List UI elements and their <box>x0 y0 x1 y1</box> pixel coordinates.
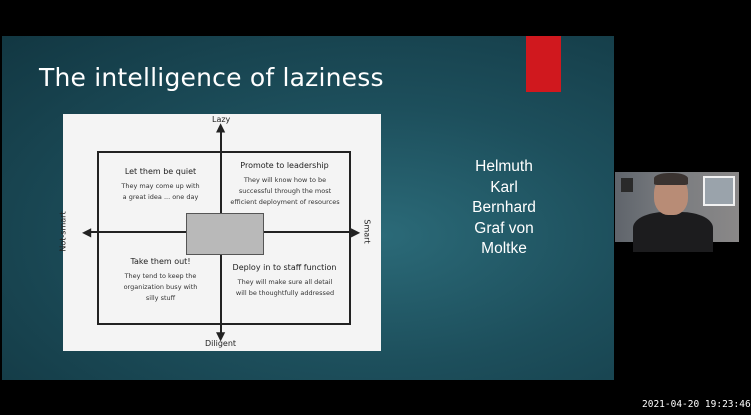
axis-label-smart: Smart <box>362 219 372 244</box>
accent-bar <box>526 36 561 92</box>
presenter-body <box>633 212 713 252</box>
quadrant-bottom-left-title: Take them out! <box>130 257 191 266</box>
quadrant-bottom-right-text: They will make sure all detail will be thoughtfully addressed <box>235 278 335 297</box>
quadrant-bottom-right-title: Deploy in to staff function <box>232 263 337 272</box>
quadrant-top-left-title: Let them be quiet <box>124 167 197 176</box>
quadrant-top-right-text: They will know how to be successful through the most efficient deployment of resources <box>230 176 340 206</box>
axis-label-lazy: Lazy <box>212 115 231 124</box>
arrow-right-icon: ▶ <box>351 225 361 239</box>
webcam-feed <box>615 172 739 242</box>
laziness-matrix-diagram <box>58 114 381 351</box>
arrow-down-icon: ▼ <box>216 329 226 343</box>
quadrant-bottom-left-text: They tend to keep the organization busy with silly stuff <box>123 272 198 302</box>
quadrant-top-right-title: Promote to leadership <box>240 161 329 170</box>
presentation-slide <box>2 36 614 380</box>
arrow-up-icon: ▲ <box>216 120 226 134</box>
presenter-hair <box>654 173 688 185</box>
slide-title: The intelligence of laziness <box>39 63 384 92</box>
wall-object <box>621 178 633 192</box>
center-zone <box>186 213 264 255</box>
recording-timestamp: 2021-04-20 19:23:46 <box>642 399 751 410</box>
axis-label-not-smart: Not-smart <box>58 211 68 252</box>
arrow-left-icon: ◀ <box>82 225 92 239</box>
wall-picture-frame <box>703 176 735 206</box>
author-name: Helmuth Karl Bernhard Graf von Moltke <box>472 158 536 257</box>
axis-label-diligent: Diligent <box>205 339 237 348</box>
quadrant-top-left-text: They may come up with a great idea ... one day <box>121 182 200 201</box>
